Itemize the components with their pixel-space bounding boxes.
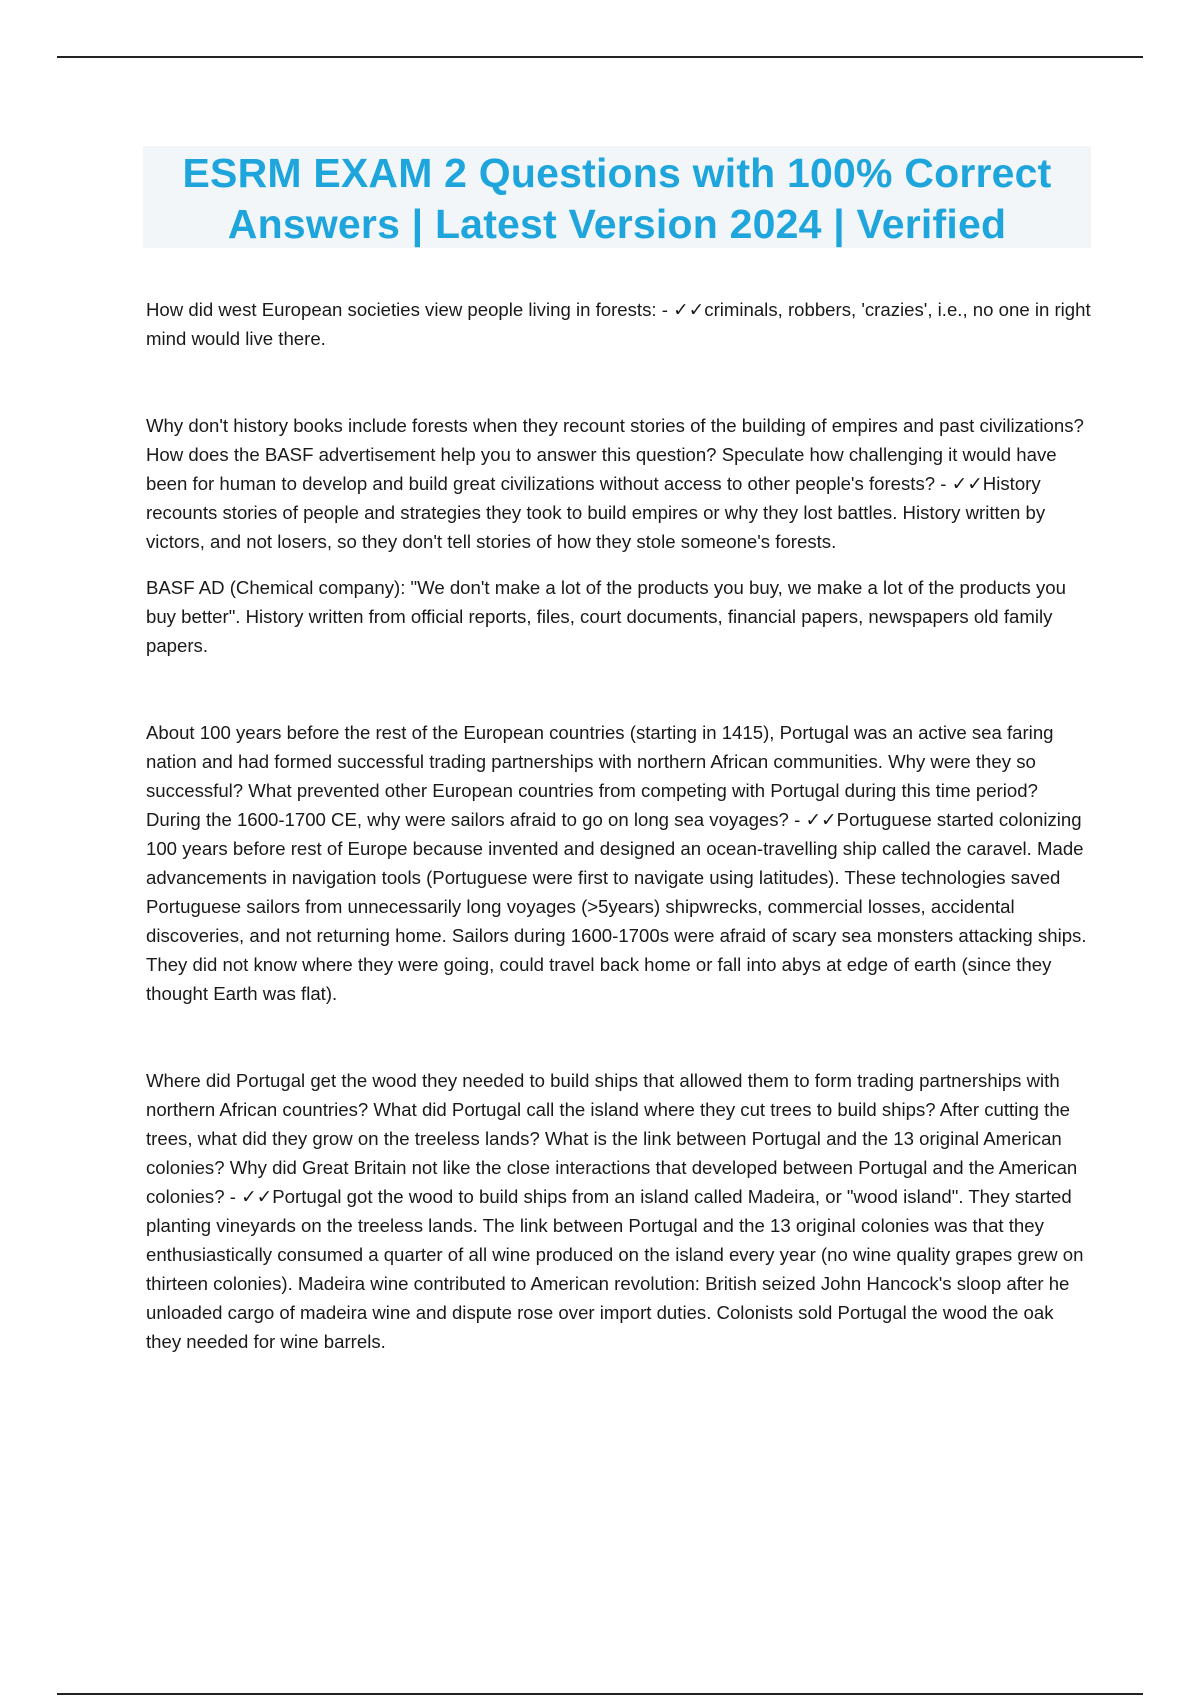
separator: - xyxy=(656,299,674,320)
qa-item-3 xyxy=(146,718,1091,1008)
answer-text: Portugal got the wood to build ships from an island called Madeira, or "wood island". They started planting vineyards on the treeless lands. The link between Portugal and the 13 original colonies was that they enthusiastically consumed a quarter of all wine produced on the island every year (no wine quality grapes grew on thirteen colonies). Madeira wine contributed to American revolution: British seized John Hancock's sloop after he unloaded cargo of madeira wine and dispute rose over import duties. Colonists sold Portugal the wood the oak they needed for wine barrels. xyxy=(146,1186,1084,1352)
title-banner xyxy=(143,146,1091,248)
answer-text: criminals, robbers, 'crazies', i.e., no one in right mind would live there. xyxy=(146,299,1091,349)
answer-text: History recounts stories of people and strategies they took to build empires or why they lost battles. History written by victors, and not losers, so they don't tell stories of how they stole someone's forests. xyxy=(146,473,1046,552)
separator: - xyxy=(935,473,952,494)
question-text: Where did Portugal get the wood they needed to build ships that allowed them to form trading partnerships with northern African countries? What did Portugal call the island where they cut trees to build ships? After cutting the trees, what did they grow on the treeless lands? What is the link between Portugal and the 13 original American colonies? Why did Great Britain not like the close interactions that developed between Portugal and the American colonies? xyxy=(146,1070,1078,1207)
check-mark-icon: ✓✓ xyxy=(241,1186,273,1207)
qa-item-4 xyxy=(146,1066,1091,1356)
question-text: How did west European societies view people living in forests: xyxy=(146,299,657,320)
document-title: ESRM EXAM 2 Questions with 100% Correct Answers | Latest Version 2024 | Verified xyxy=(182,150,1052,247)
question-text: Why don't history books include forests when they recount stories of the building of empires and past civilizations? How does the BASF advertisement help you to answer this question? Speculate how challenging it would have been for human to develop and build great civilizations without access to other people's forests? xyxy=(146,415,1084,494)
question-text: About 100 years before the rest of the European countries (starting in 1415), Portugal was an active sea faring nation and had formed successful trading partnerships with northern African communities. Why were they so successful? What prevented other European countries from competing with Portugal during this time period? During the 1600-1700 CE, why were sailors afraid to go on long sea voyages? xyxy=(146,722,1054,830)
bottom-rule xyxy=(57,1693,1143,1695)
separator: - xyxy=(224,1186,242,1207)
qa-item-2 xyxy=(146,411,1091,556)
note-paragraph: BASF AD (Chemical company): "We don't make a lot of the products you buy, we make a lot of the products you buy better". History written from official reports, files, court documents, financial papers, newspapers old family papers. xyxy=(146,577,1066,656)
document-body xyxy=(146,295,1091,1356)
check-mark-icon: ✓✓ xyxy=(673,299,705,320)
answer-text: Portuguese started colonizing 100 years before rest of Europe because invented and designed an ocean-travelling ship called the caravel. Made advancements in navigation tools (Portuguese were first to navigate using latitudes). These technologies saved Portuguese sailors from unnecessarily long voyages (>5years) shipwrecks, commercial losses, accidental discoveries, and not returning home. Sailors during 1600-1700s were afraid of scary sea monsters attacking ships. They did not know where they were going, could travel back home or fall into abys at edge of earth (since they thought Earth was flat). xyxy=(146,809,1087,1004)
check-mark-icon: ✓✓ xyxy=(805,809,837,830)
qa-item-1 xyxy=(146,295,1091,353)
top-rule xyxy=(57,56,1143,58)
check-mark-icon: ✓✓ xyxy=(951,473,983,494)
separator: - xyxy=(788,809,806,830)
